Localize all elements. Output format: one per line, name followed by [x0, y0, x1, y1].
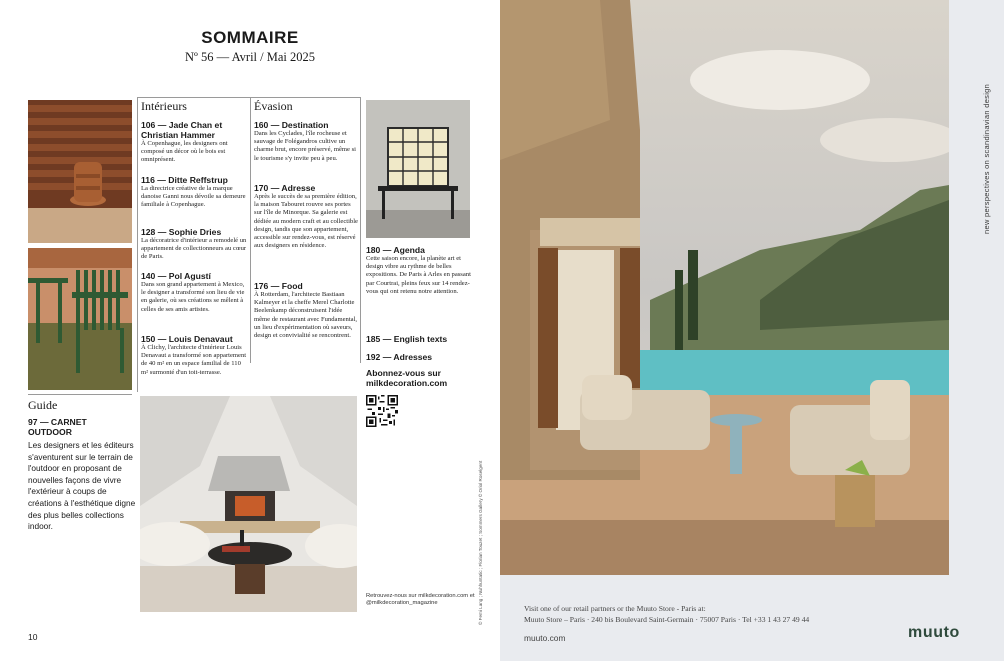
brand-logo: muuto [908, 624, 960, 641]
toc-entry-summary: Après le succès de sa première édition, la maison Tabouret rouvre ses portes sur l'île de Minorque. Sa galerie est dédiée au modern craft et au collectible design, tandis que son appartement, accessible sur rendez-vous, est réservé aux designers en résidence. [254, 193, 358, 250]
toc-entry-summary: À Rotterdam, l'architecte Bastiaan Kalmeyer et la cheffe Merel Charlotte Beelenkamp déconstruisent l'idée même de restaurant avec Fundamental, un lieu d'expérimentation où saveurs, design et convivialité se rencontrent. [254, 291, 358, 340]
toc-entry[interactable] [141, 271, 247, 314]
guide-entry-title[interactable]: 97 — CARNET OUTDOOR [28, 417, 87, 437]
toc-entry-title: 180 — Agenda [366, 245, 425, 255]
column-divider-left [137, 97, 138, 392]
toc-entry[interactable] [141, 227, 247, 262]
photo-terrace-pool [500, 0, 949, 575]
ad-store-address: Muuto Store – Paris · 240 bis Boulevard Saint-Germain · 75007 Paris · Tel +33 1 43 27 49 44 [524, 615, 810, 624]
toc-entry[interactable] [254, 281, 358, 340]
photo-wooden-stool [28, 100, 132, 243]
toc-entry-title: 185 — English texts [366, 334, 448, 344]
toc-entry-summary: La directrice créative de la marque danoise Ganni nous dévoile sa demeure familiale à Copenhague. [141, 185, 246, 209]
toc-entry-title: 116 — Ditte Reffstrup [141, 175, 228, 185]
social-links-note: Retrouvez-nous sur milkdecoration.com et @milkdecoration_magazine [366, 593, 475, 606]
ad-retail-text: Visit one of our retail partners or the Muuto Store - Paris at: [524, 604, 706, 613]
guide-divider [28, 394, 132, 395]
toc-entry-title: 150 — Louis Denavaut [141, 334, 233, 344]
subscribe-link[interactable]: Abonnez-vous sur milkdecoration.com [366, 368, 448, 388]
guide-entry-summary: Les designers et les éditeurs s'aventurent sur le terrain de l'outdoor en proposant de nouvelles façons de vivre l'extérieur à coups de créations à l'esthétique digne des plus belles collections indoor. [28, 440, 136, 532]
toc-entry-summary: Dans les Cyclades, l'île rocheuse et sauvage de Folégandros cultive un charme brut, encore préservé, même si le tourisme s'y invite peu à peu. [254, 130, 356, 162]
photo-garden-chair [28, 248, 132, 390]
issue-number: Nº 56 — Avril / Mai 2025 [184, 50, 316, 64]
toc-entry-english[interactable] [366, 334, 474, 344]
toc-entry-summary: À Copenhague, les designers ont composé un décor où le bois est omniprésent. [141, 140, 228, 164]
page-title: SOMMAIRE [201, 28, 299, 47]
toc-entry[interactable] [141, 120, 247, 165]
toc-entry-agenda[interactable] [366, 245, 474, 296]
header-divider [138, 97, 360, 98]
toc-entry[interactable] [254, 120, 358, 163]
ad-website-link[interactable]: muuto.com [524, 633, 566, 643]
column-divider-agenda [360, 97, 361, 363]
ad-tagline: new perspectives on scandinavian design [982, 83, 991, 234]
section-heading-evasion: Évasion [254, 99, 293, 113]
section-heading-guide: Guide [28, 398, 58, 412]
toc-entry-title: 170 — Adresse [254, 183, 316, 193]
toc-entry[interactable] [254, 183, 358, 250]
photo-living-room-fireplace [140, 396, 357, 612]
toc-entry-title: 176 — Food [254, 281, 303, 291]
toc-entry-summary: La décoratrice d'intérieur a remodelé un appartement de collectionneurs au cœur de Paris. [141, 237, 247, 261]
toc-entry-adresses[interactable] [366, 352, 474, 362]
toc-entry-title: 192 — Adresses [366, 352, 433, 362]
qr-code[interactable] [366, 395, 398, 427]
toc-entry-title: 160 — Destination [254, 120, 329, 130]
toc-entry-title: 106 — Jade Chan et Christian Hammer [141, 120, 223, 140]
toc-entry-summary: À Clichy, l'architecte d'intérieur Louis Denavaut a transformé son appartement de 40 m² en un espace familial de 110 m² surmonté d'un toit-terrasse. [141, 344, 247, 376]
section-heading-interieurs: Intérieurs [141, 99, 187, 113]
toc-entry-summary: Cette saison encore, la planète art et design vibre au rythme de belles expositions. De Paris à Arles en passant par Courtrai, pleins feux sur 14 rendez-vous qui ont retenu notre attention. [366, 255, 471, 295]
toc-entry[interactable] [141, 175, 247, 210]
photo-cabinet [366, 100, 470, 238]
column-divider-right [250, 97, 251, 363]
toc-entry-summary: Dans son grand appartement à Mexico, le designer a transformé son lieu de vie en galerie, où ses créations se mêlent à celles de ses amis artistes. [141, 281, 245, 313]
page-number: 10 [28, 632, 38, 642]
toc-entry[interactable] [141, 334, 247, 377]
photo-credits: © Femi Lang ; Nuhhuntatic ; Florian Touzet ; Sommers Gallery © Oriol Roselgent [478, 460, 483, 625]
toc-entry-title: 140 — Pol Agustí [141, 271, 211, 281]
toc-entry-title: 128 — Sophie Dries [141, 227, 222, 237]
